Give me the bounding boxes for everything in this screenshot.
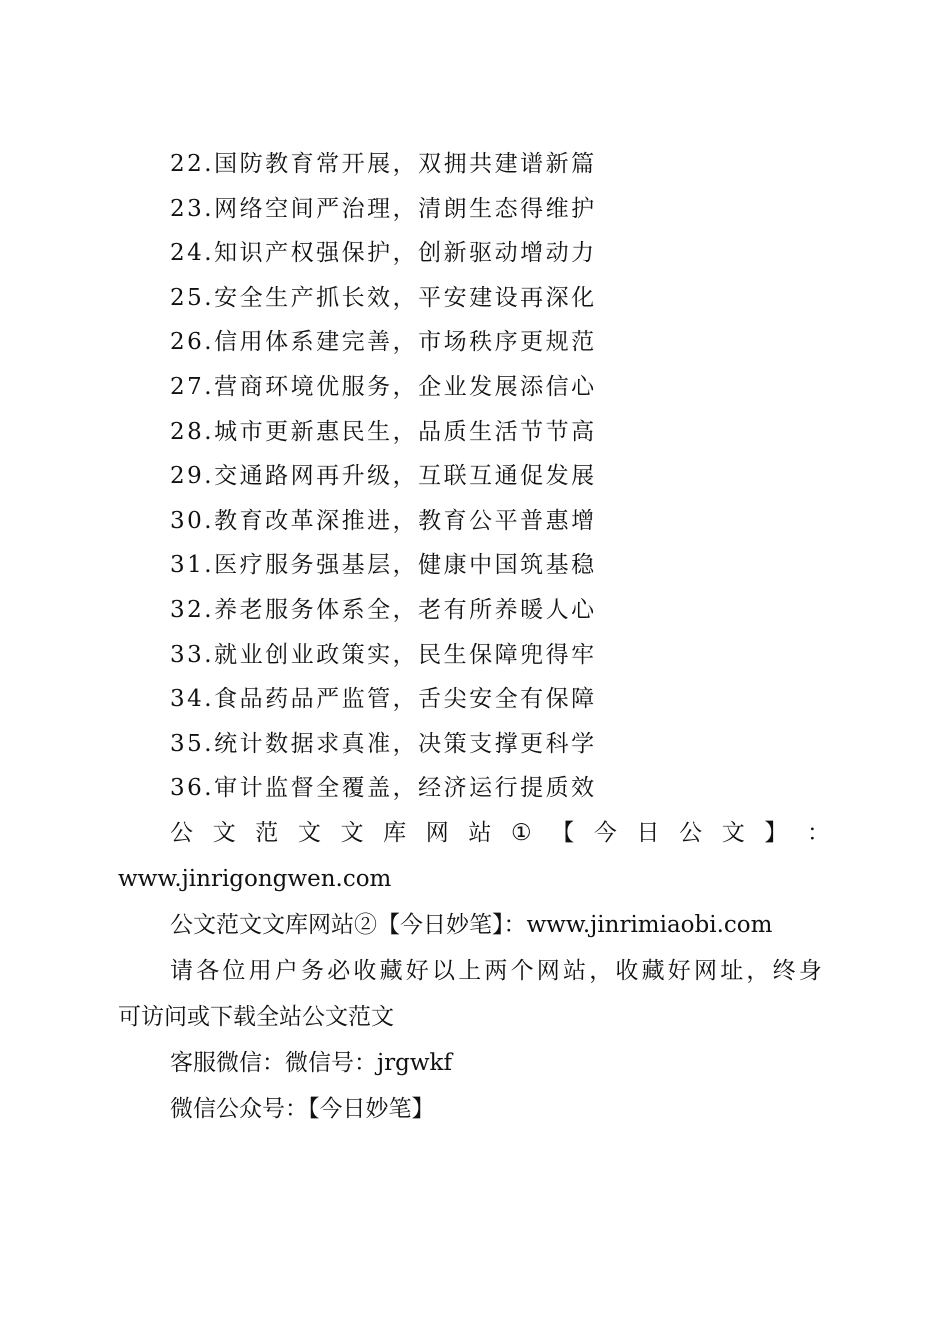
list-item: 27.营商环境优服务，企业发展添信心 xyxy=(170,373,597,400)
site1-label-char: 范 xyxy=(255,820,279,846)
list-item: 26.信用体系建完善，市场秩序更规范 xyxy=(170,329,597,356)
list-item: 34.食品药品严监管，舌尖安全有保障 xyxy=(170,686,597,713)
notice-line-2: 可访问或下载全站公文范文 xyxy=(118,1004,394,1030)
site1-label-char: 文 xyxy=(721,820,745,846)
site1-label-char: 站 xyxy=(468,820,492,846)
list-item: 33.就业创业政策实，民生保障兜得牢 xyxy=(170,641,597,668)
slogan-list xyxy=(170,142,870,811)
site1-label-char: 】 xyxy=(764,820,788,846)
footer-notice xyxy=(118,810,830,1132)
site1-label-char: 网 xyxy=(425,820,449,846)
site1-label-char: 公 xyxy=(679,820,703,846)
site2-line[interactable]: 公文范文文库网站②【今日妙笔】：www.jinrimiaobi.com xyxy=(170,912,773,938)
list-item: 31.医疗服务强基层，健康中国筑基稳 xyxy=(170,552,597,579)
site1-label-char: 日 xyxy=(636,820,660,846)
site1-label-char: 今 xyxy=(593,820,617,846)
site1-label-char: ： xyxy=(807,820,830,846)
list-item: 32.养老服务体系全，老有所养暖人心 xyxy=(170,596,597,623)
site1-label-char: ① xyxy=(511,820,532,846)
list-item: 28.城市更新惠民生，品质生活节节高 xyxy=(170,418,597,445)
list-item: 24.知识产权强保护，创新驱动增动力 xyxy=(170,240,597,267)
list-item: 22.国防教育常开展，双拥共建谱新篇 xyxy=(170,151,597,177)
list-item: 29.交通路网再升级，互联互通促发展 xyxy=(170,463,597,490)
site1-label-char: 文 xyxy=(340,820,364,846)
site1-label xyxy=(118,810,830,856)
list-item: 35.统计数据求真准，决策支撑更科学 xyxy=(170,730,597,757)
list-item: 30.教育改革深推进，教育公平普惠增 xyxy=(170,507,597,534)
list-item: 23.网络空间严治理，清朗生态得维护 xyxy=(170,195,597,222)
list-item: 25.安全生产抓长效，平安建设再深化 xyxy=(170,284,597,311)
list-item: 36.审计监督全覆盖，经济运行提质效 xyxy=(170,775,597,802)
service-wechat: 客服微信：微信号：jrgwkf xyxy=(170,1050,452,1076)
site1-label-char: 文 xyxy=(297,820,321,846)
site1-label-char: 公 xyxy=(170,820,193,846)
site1-label-char: 库 xyxy=(383,820,407,846)
site1-label-char: 【 xyxy=(551,820,575,846)
notice-line-1: 请各位用户务必收藏好以上两个网站，收藏好网址，终身 xyxy=(170,958,825,984)
official-account: 微信公众号：【今日妙笔】 xyxy=(170,1096,435,1122)
site1-url[interactable]: www.jinrigongwen.com xyxy=(118,866,392,892)
site1-label-char: 文 xyxy=(212,820,236,846)
